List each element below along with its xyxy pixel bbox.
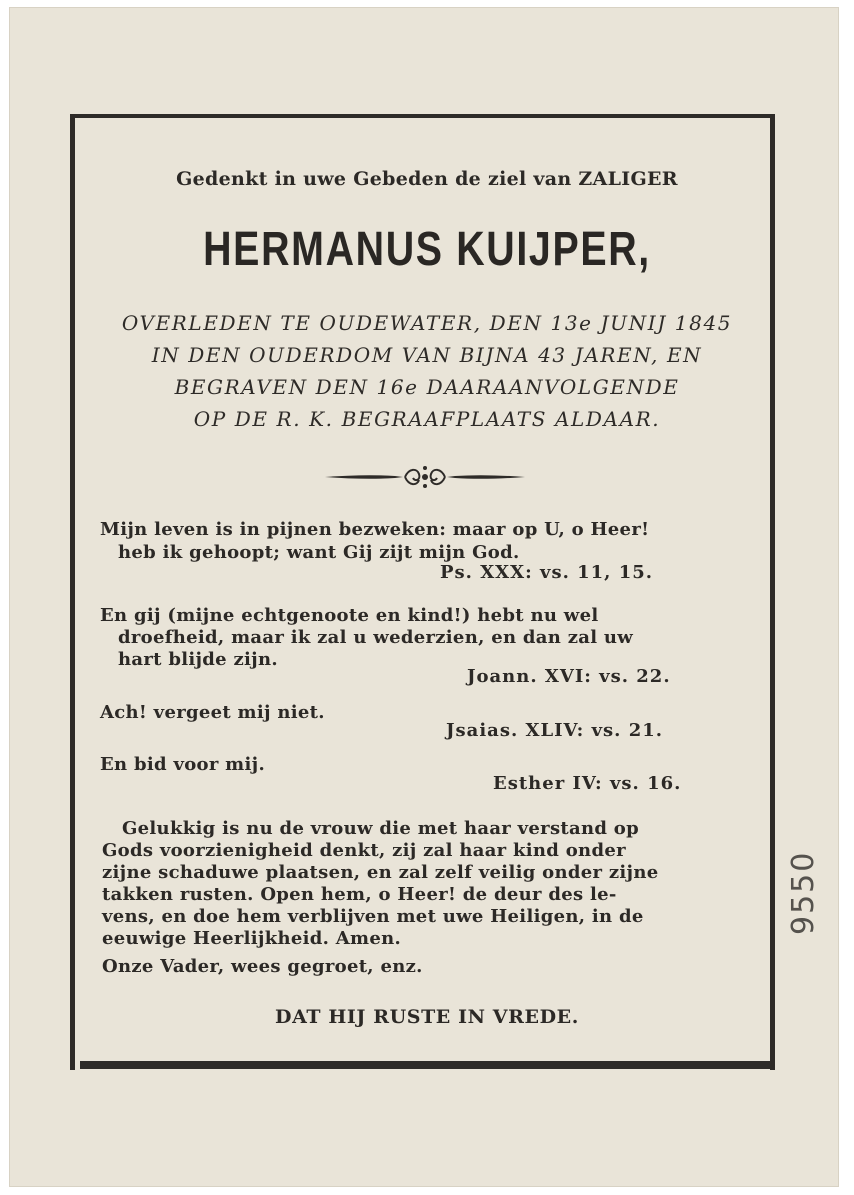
verse-2-reference: Joann. XVI: vs. 22.	[467, 666, 671, 687]
prayer-line-2: Gods voorzienigheid denkt, zij zal haar kind onder	[102, 840, 626, 861]
deceased-name: HERMANUS KUIJPER,	[203, 223, 651, 276]
prayer-line-3: zijne schaduwe plaatsen, en zal zelf veilig onder zijne	[102, 862, 659, 883]
verse-1-line-1: Mijn leven is in pijnen bezweken: maar op U, o Heer!	[100, 519, 650, 540]
death-notice-line-2: IN DEN OUDERDOM VAN BIJNA 43 JAREN, EN	[151, 343, 703, 367]
bottom-rule	[80, 1061, 770, 1069]
flourish-ornament-icon	[325, 462, 525, 492]
death-notice-line-3: BEGRAVEN DEN 16e DAARAANVOLGENDE	[174, 375, 680, 399]
verse-4-reference: Esther IV: vs. 16.	[493, 773, 682, 794]
verse-4-line-1: En bid voor mij.	[100, 754, 266, 775]
verse-1-reference: Ps. XXX: vs. 11, 15.	[440, 562, 654, 583]
invocation-line: Gedenkt in uwe Gebeden de ziel van ZALIGER	[176, 168, 678, 190]
death-notice-line-4: OP DE R. K. BEGRAAFPLAATS ALDAAR.	[193, 407, 661, 431]
prayer-line-1: Gelukkig is nu de vrouw die met haar verstand op	[122, 818, 639, 839]
prayer-line-5: vens, en doe hem verblijven met uwe Heiligen, in de	[102, 906, 644, 927]
prayer-line-6: eeuwige Heerlijkheid. Amen.	[102, 928, 402, 949]
closing-prayer: Onze Vader, wees gegroet, enz.	[102, 956, 423, 977]
verse-1-line-2: heb ik gehoopt; want Gij zijt mijn God.	[118, 542, 520, 563]
archive-number: 9550	[786, 850, 821, 935]
death-notice-line-1: OVERLEDEN TE OUDEWATER, DEN 13e JUNIJ 1845	[121, 311, 733, 335]
verse-2-line-3: hart blijde zijn.	[118, 649, 278, 670]
verse-3-reference: Jsaias. XLIV: vs. 21.	[446, 720, 664, 741]
verse-2-line-2: droefheid, maar ik zal u wederzien, en dan zal uw	[118, 627, 634, 648]
verse-3-line-1: Ach! vergeet mij niet.	[100, 702, 325, 723]
verse-2-line-1: En gij (mijne echtgenoote en kind!) hebt nu wel	[100, 605, 599, 626]
closing-line: DAT HIJ RUSTE IN VREDE.	[275, 1006, 579, 1028]
prayer-line-4: takken rusten. Open hem, o Heer! de deur des le-	[102, 884, 617, 905]
